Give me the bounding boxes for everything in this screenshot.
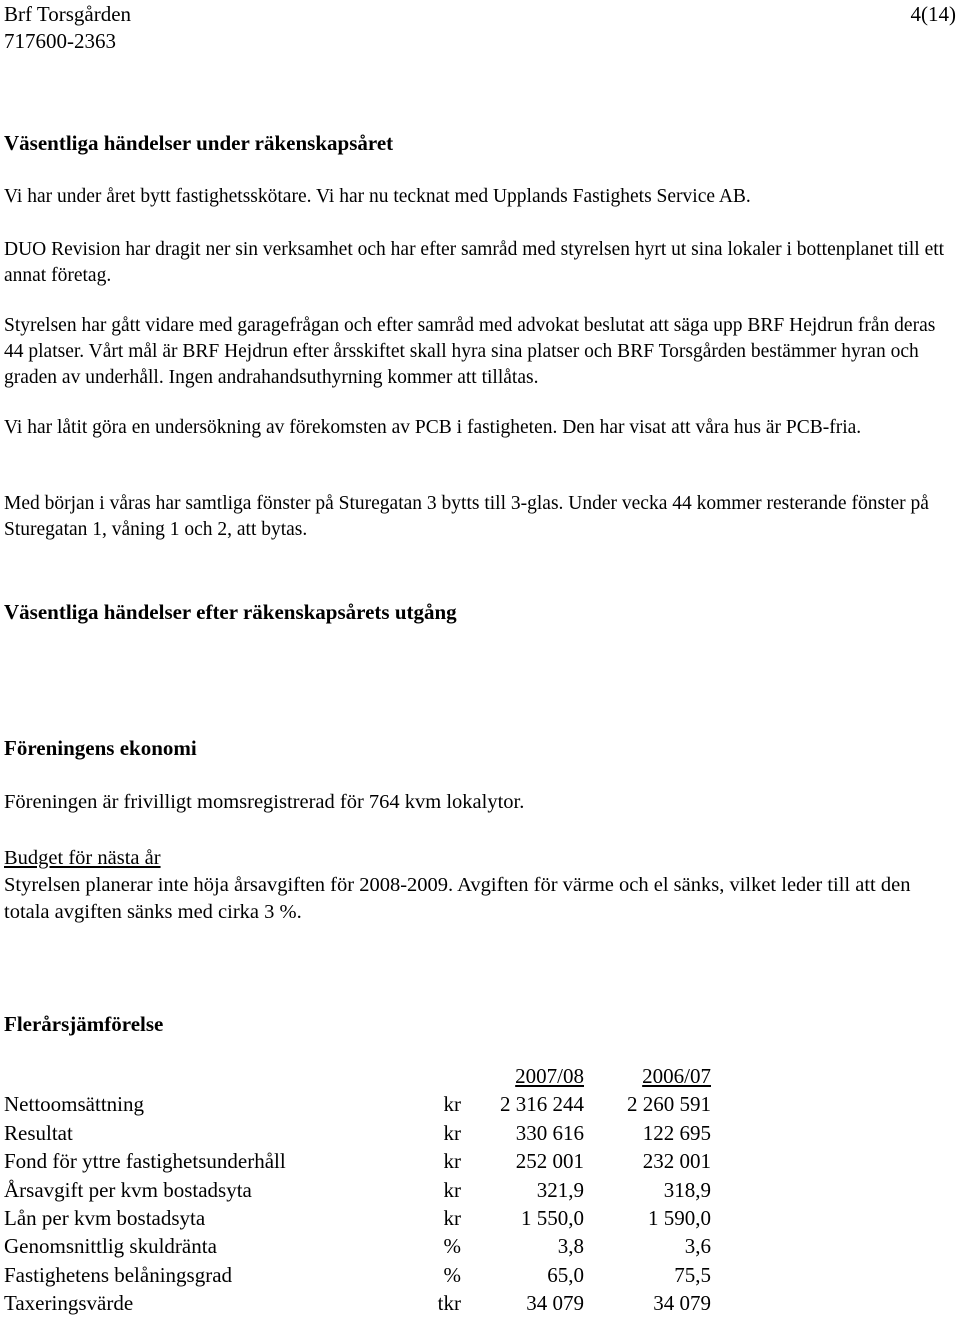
- row-value-2007-08: 2 316 244: [500, 1092, 584, 1117]
- paragraph-vat: Föreningen är frivilligt momsregistrerad för 764 kvm lokalytor.: [4, 791, 525, 813]
- paragraph-budget: Styrelsen planerar inte höja årsavgiften för 2008-2009. Avgiften för värme och el sänks, vilket leder till att den totala avgiften sänks med cirka 3 %.: [4, 874, 911, 923]
- row-value-2007-08: 65,0: [547, 1262, 584, 1287]
- row-unit: kr: [443, 1120, 461, 1145]
- section-title-events: Väsentliga händelser under räkenskapsåret: [4, 131, 394, 155]
- paragraph-duo-revision: DUO Revision har dragit ner sin verksamhet och har efter samråd med styrelsen hyrt ut sina lokaler i bottenplanet till ett annat företag.: [4, 239, 945, 286]
- row-label: Genomsnittlig skuldränta: [4, 1234, 217, 1259]
- row-value-2007-08: 3,8: [557, 1234, 584, 1259]
- row-unit: kr: [443, 1092, 461, 1117]
- row-label: Fond för yttre fastighetsunderhåll: [4, 1149, 286, 1174]
- year-header-2: 2006/07: [642, 1064, 711, 1088]
- row-unit: kr: [443, 1149, 461, 1174]
- row-label: Nettoomsättning: [4, 1092, 144, 1117]
- paragraph-pcb: Vi har låtit göra en undersökning av förekomsten av PCB i fastigheten. Den har visat att våra hus är PCB-fria.: [4, 417, 862, 438]
- row-value-2006-07: 318,9: [663, 1177, 711, 1202]
- paragraph-caretaker: Vi har under året bytt fastighetsskötare. Vi har nu tecknat med Upplands Fastighets Service AB.: [4, 186, 751, 207]
- row-unit: kr: [443, 1177, 461, 1202]
- section-title-economy: Föreningens ekonomi: [4, 736, 197, 760]
- row-unit: tkr: [437, 1291, 461, 1316]
- row-value-2006-07: 34 079: [653, 1291, 711, 1316]
- row-value-2007-08: 1 550,0: [521, 1205, 584, 1230]
- row-value-2007-08: 330 616: [515, 1120, 584, 1145]
- year-header-1: 2007/08: [515, 1064, 584, 1088]
- row-label: Resultat: [4, 1120, 73, 1145]
- paragraph-windows: Med början i våras har samtliga fönster på Sturegatan 3 bytts till 3-glas. Under vecka 44 kommer resterande fönster på Sturegatan 1, våning 1 och 2, att bytas.: [4, 493, 929, 540]
- section-title-multiyear: Flerårsjämförelse: [4, 1012, 164, 1036]
- row-value-2006-07: 3,6: [684, 1234, 711, 1259]
- row-unit: kr: [443, 1205, 461, 1230]
- page-number: 4(14): [910, 2, 956, 26]
- row-value-2006-07: 232 001: [642, 1149, 711, 1174]
- row-value-2006-07: 75,5: [674, 1262, 711, 1287]
- row-value-2006-07: 1 590,0: [648, 1205, 711, 1230]
- row-value-2007-08: 252 001: [515, 1149, 584, 1174]
- row-label: Årsavgift per kvm bostadsyta: [4, 1177, 252, 1202]
- row-value-2006-07: 122 695: [642, 1120, 711, 1145]
- row-value-2007-08: 34 079: [526, 1291, 584, 1316]
- budget-heading: Budget för nästa år: [4, 847, 161, 869]
- section-title-after-year: Väsentliga händelser efter räkenskapsårets utgång: [4, 600, 457, 624]
- row-unit: %: [443, 1234, 461, 1259]
- row-label: Taxeringsvärde: [4, 1291, 134, 1316]
- org-number: 717600-2363: [4, 29, 116, 53]
- row-value-2006-07: 2 260 591: [627, 1092, 711, 1117]
- row-value-2007-08: 321,9: [536, 1177, 584, 1202]
- paragraph-garage: Styrelsen har gått vidare med garagefrågan och efter samråd med advokat beslutat att säga upp BRF Hejdrun från deras 44 platser. Vårt mål är BRF Hejdrun efter årsskiftet skall hyra sina platser och BRF Torsgården bestämmer hyran och graden av underhåll. Ingen andrahandsuthyrning kommer att tillåtas.: [4, 315, 936, 388]
- org-name: Brf Torsgården: [4, 2, 132, 26]
- row-unit: %: [443, 1262, 461, 1287]
- row-label: Fastighetens belåningsgrad: [4, 1262, 233, 1287]
- row-label: Lån per kvm bostadsyta: [4, 1205, 206, 1230]
